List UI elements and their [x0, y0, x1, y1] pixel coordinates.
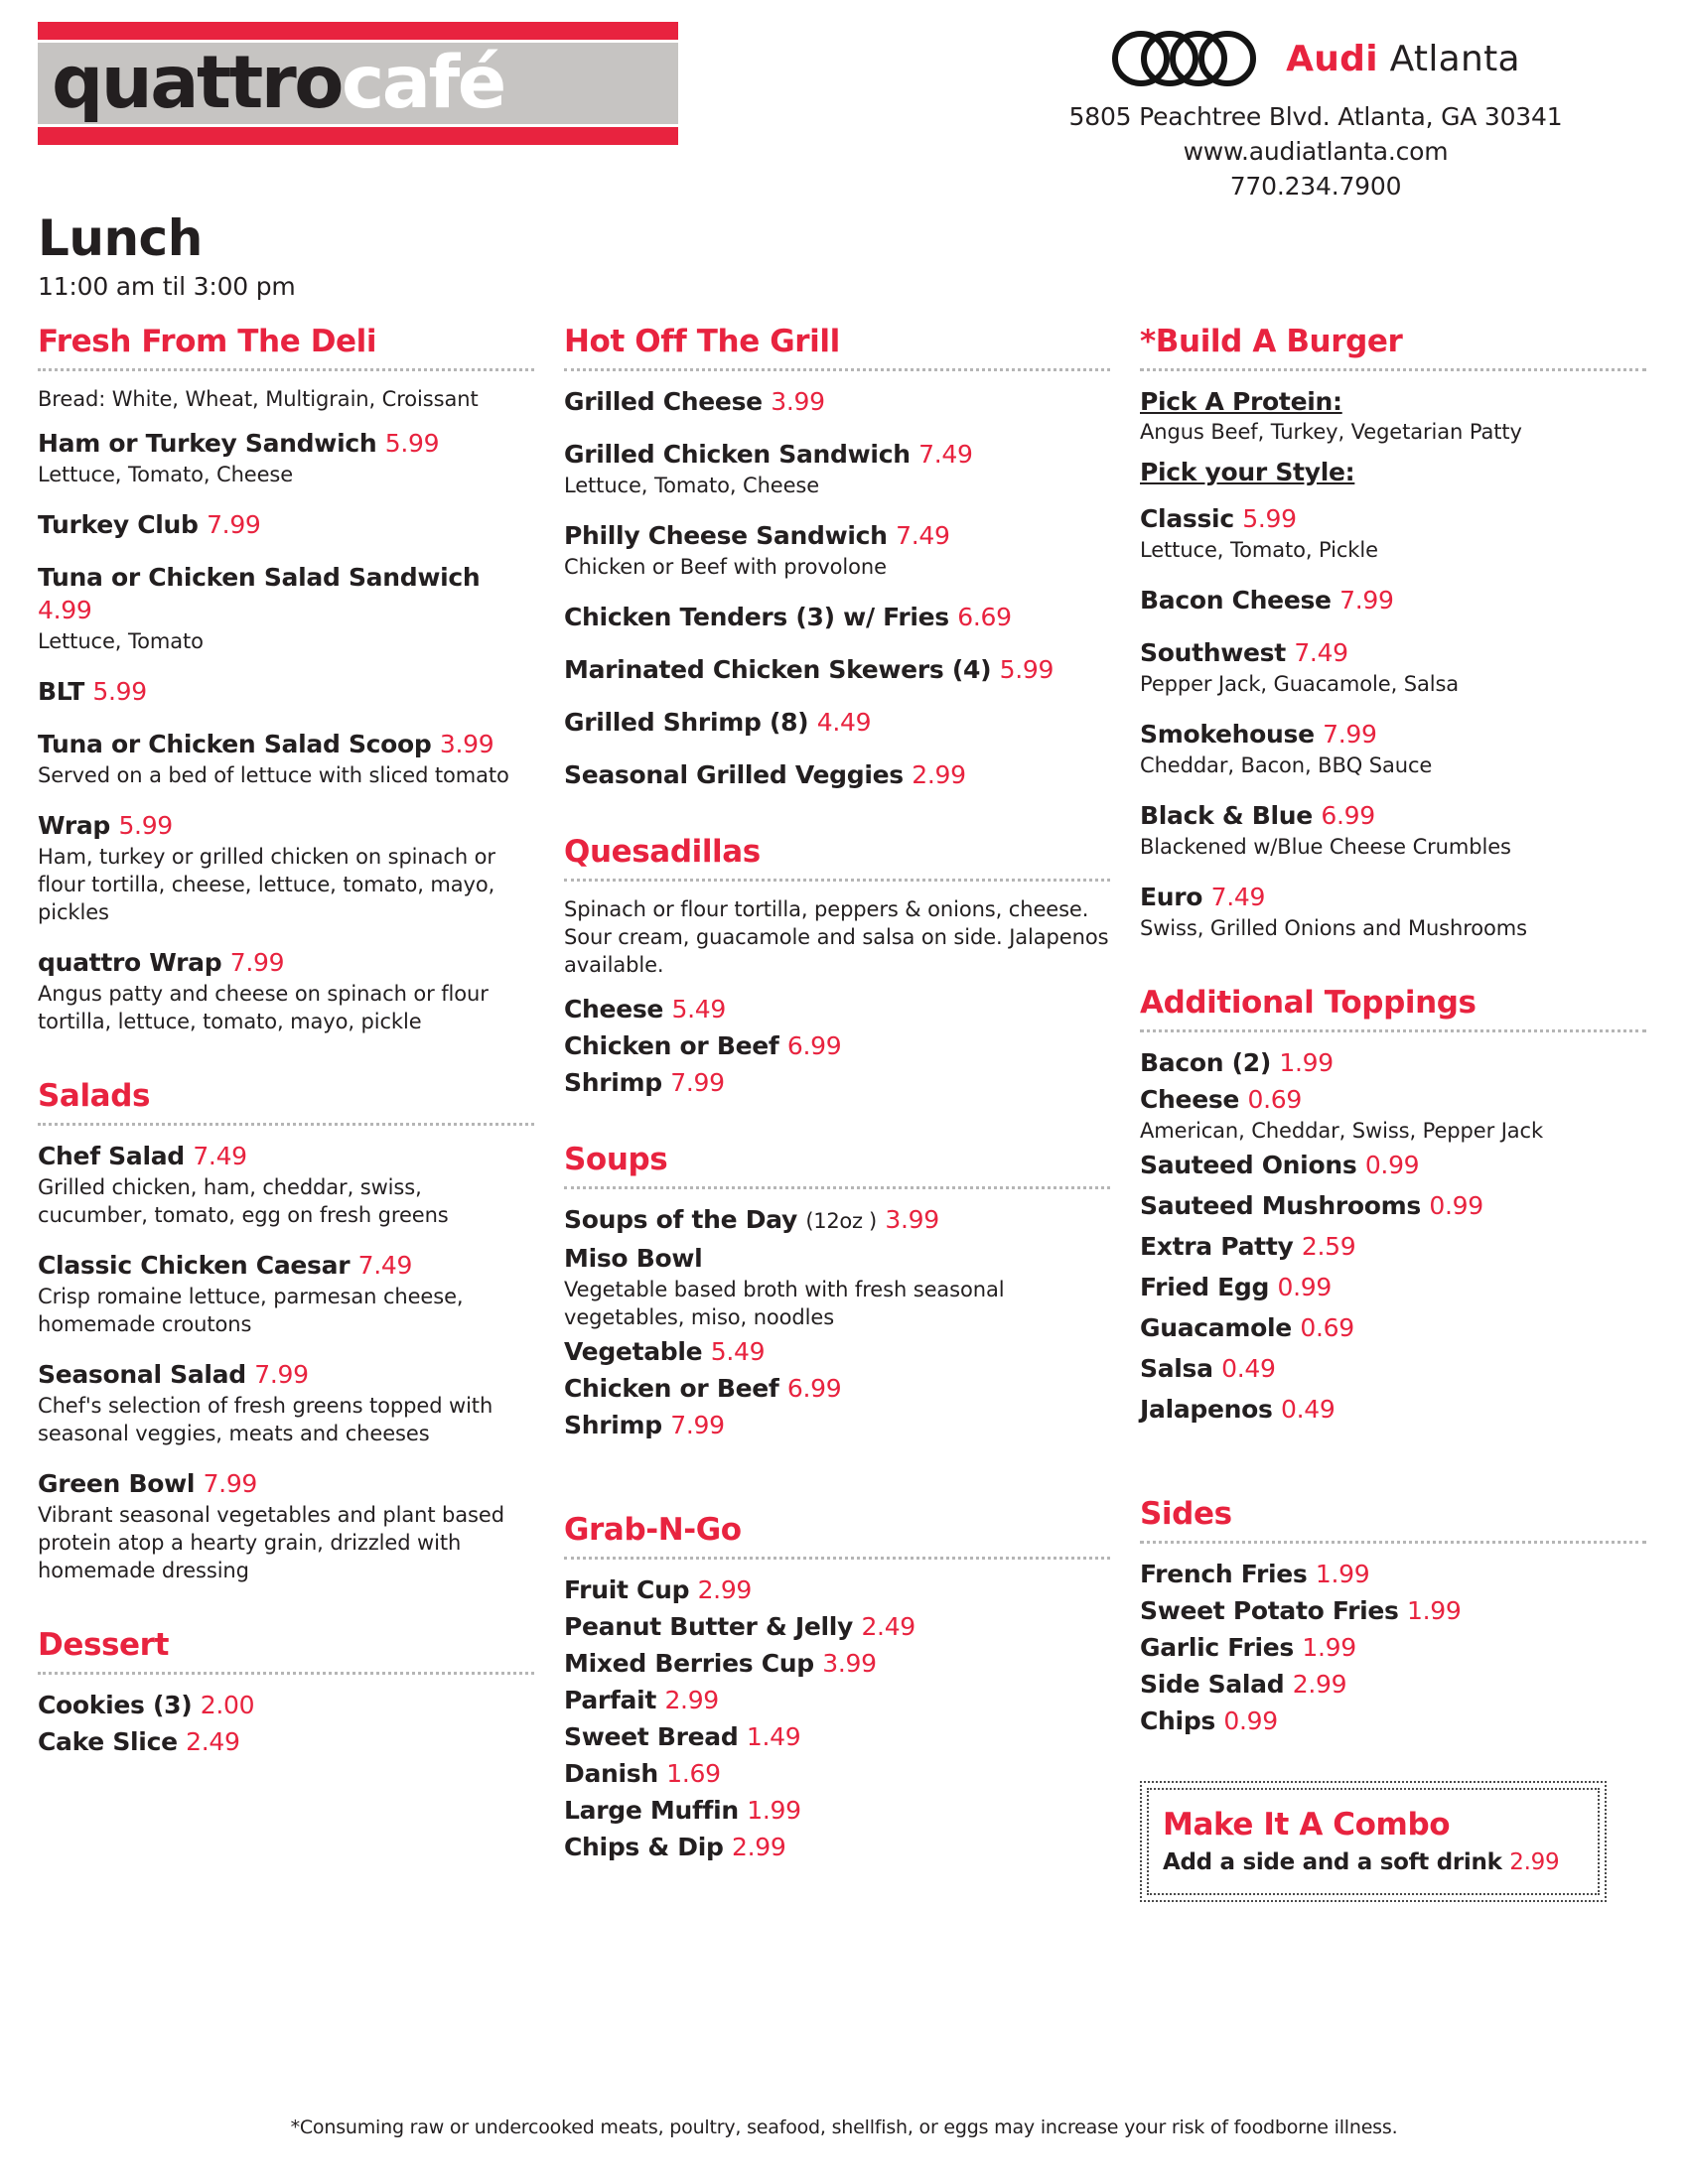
menu-item	[564, 1242, 1110, 1331]
item-name: Chicken or Beef	[564, 1031, 779, 1060]
menu-item	[564, 706, 1110, 739]
dealer-address: 5805 Peachtree Blvd. Atlanta, GA 30341	[1068, 102, 1563, 131]
item-description: Pepper Jack, Guacamole, Salsa	[1140, 672, 1460, 696]
item-name: Cake Slice	[38, 1727, 178, 1756]
item-name: Tuna or Chicken Salad Sandwich	[38, 563, 481, 592]
item-price: 2.99	[912, 760, 966, 789]
menu-item	[1140, 1149, 1646, 1181]
combo-price: 2.99	[1509, 1849, 1560, 1875]
item-name: BLT	[38, 677, 85, 706]
dealer-name	[1286, 39, 1520, 79]
menu-item	[38, 946, 534, 1035]
item-description: American, Cheddar, Swiss, Pepper Jack	[1140, 1119, 1544, 1143]
item-price: 1.69	[666, 1759, 721, 1788]
section-heading: Soups	[564, 1142, 668, 1177]
menu-item	[564, 519, 1110, 581]
item-name: Turkey Club	[38, 510, 199, 539]
item-name: Fruit Cup	[564, 1575, 690, 1604]
item-price: 5.99	[999, 655, 1055, 684]
brand-atlanta: Atlanta	[1389, 38, 1520, 79]
item-description: Chef's selection of fresh greens topped with seasonal veggies, meats and cheeses	[38, 1394, 493, 1445]
pick-a-protein-label: Pick A Protein:	[1140, 387, 1342, 416]
menu-item	[38, 1249, 534, 1338]
quattro-cafe-logo	[38, 22, 683, 145]
item-name: Large Muffin	[564, 1796, 739, 1825]
item-price: 7.49	[1210, 883, 1266, 911]
combo-inner-border	[1147, 1788, 1600, 1895]
menu-item	[1140, 1271, 1646, 1303]
item-price: 7.49	[357, 1251, 413, 1280]
menu-item	[564, 438, 1110, 499]
item-price: 7.99	[1339, 586, 1394, 614]
menu-item	[1140, 1393, 1646, 1426]
menu-item	[564, 653, 1110, 686]
item-name: Soups of the Day	[564, 1205, 797, 1234]
item-name: Ham or Turkey Sandwich	[38, 429, 377, 458]
menu-item	[564, 1794, 1110, 1827]
item-name: Sweet Potato Fries	[1140, 1596, 1399, 1625]
item-price: 7.99	[207, 510, 261, 539]
combo-title: Make It A Combo	[1163, 1807, 1451, 1843]
item-name: Extra Patty	[1140, 1232, 1294, 1261]
item-name: Miso Bowl	[564, 1244, 703, 1273]
item-price: 1.99	[1315, 1560, 1370, 1588]
item-description: Lettuce, Tomato, Cheese	[564, 474, 820, 497]
section-sides	[1140, 1495, 1646, 1737]
logo-bar-top	[38, 22, 678, 40]
item-description: Lettuce, Tomato, Cheese	[38, 463, 294, 486]
section-divider	[1140, 1541, 1646, 1544]
item-description: Vegetable based broth with fresh seasonal vegetables, miso, noodles	[564, 1278, 1005, 1329]
item-description: Swiss, Grilled Onions and Mushrooms	[1140, 916, 1527, 940]
item-price: 7.99	[1323, 720, 1377, 749]
item-price: 1.49	[746, 1722, 801, 1751]
section-grab-n-go	[564, 1511, 1110, 1863]
item-name: Parfait	[564, 1686, 657, 1714]
logo-text-quattro: quattro	[52, 41, 342, 125]
page-title: Lunch	[38, 209, 203, 267]
item-price: 3.99	[822, 1649, 877, 1678]
menu-item	[1140, 1230, 1646, 1263]
spacer	[1140, 950, 1646, 984]
item-name: Smokehouse	[1140, 720, 1315, 749]
item-description: Chicken or Beef with provolone	[564, 555, 887, 579]
menu-column-right	[1140, 323, 1646, 1902]
item-price: 0.99	[1277, 1273, 1332, 1301]
item-name: Wrap	[38, 811, 111, 840]
item-price: 1.99	[1302, 1633, 1356, 1662]
item-name: Euro	[1140, 883, 1203, 911]
menu-item	[38, 508, 534, 541]
menu-item	[1140, 1594, 1646, 1627]
item-price: 2.99	[1292, 1670, 1347, 1699]
item-description: Blackened w/Blue Cheese Crumbles	[1140, 835, 1511, 859]
section-heading: Quesadillas	[564, 834, 761, 870]
menu-item	[1140, 636, 1646, 698]
item-name: Sweet Bread	[564, 1722, 739, 1751]
menu-item	[38, 1689, 534, 1721]
item-name: Danish	[564, 1759, 658, 1788]
page-header	[0, 0, 1688, 228]
item-name: Side Salad	[1140, 1670, 1285, 1699]
spacer	[1140, 488, 1646, 502]
item-price: 2.99	[732, 1833, 786, 1861]
menu-column-left	[38, 323, 564, 1766]
item-name: Chicken Tenders (3) w/ Fries	[564, 603, 949, 631]
spacer	[564, 1107, 1110, 1141]
menu-item	[38, 1467, 534, 1584]
spacer	[564, 1449, 1110, 1511]
section-divider	[38, 1672, 534, 1675]
item-description: Grilled chicken, ham, cheddar, swiss, cucumber, tomato, egg on fresh greens	[38, 1175, 449, 1227]
item-name: Cheese	[564, 995, 664, 1024]
item-description: Served on a bed of lettuce with sliced tomato	[38, 763, 509, 787]
item-name: Philly Cheese Sandwich	[564, 521, 888, 550]
menu-item	[1140, 799, 1646, 861]
item-price: 1.99	[747, 1796, 801, 1825]
item-price: 0.49	[1281, 1395, 1336, 1424]
item-name: Grilled Chicken Sandwich	[564, 440, 911, 469]
item-price: 5.49	[671, 995, 726, 1024]
menu-item	[564, 1066, 1110, 1099]
menu-item	[38, 1140, 534, 1229]
item-name: French Fries	[1140, 1560, 1308, 1588]
section-heading: Fresh From The Deli	[38, 324, 377, 359]
item-size: (12oz )	[805, 1209, 877, 1233]
item-price: 2.49	[861, 1612, 915, 1641]
spacer	[1140, 1433, 1646, 1495]
item-description: Lettuce, Tomato	[38, 629, 204, 653]
item-price: 7.99	[254, 1360, 309, 1389]
menu-item	[1140, 1668, 1646, 1701]
item-price: 4.99	[38, 596, 92, 624]
item-name: Cheese	[1140, 1085, 1240, 1114]
section-divider	[38, 368, 534, 371]
menu-item	[564, 1409, 1110, 1441]
dealer-brand-block	[998, 22, 1633, 204]
item-price: 7.49	[193, 1142, 247, 1170]
item-price: 0.49	[1221, 1354, 1276, 1383]
section-divider	[564, 1186, 1110, 1189]
menu-item	[38, 728, 534, 789]
dealer-website[interactable]: www.audiatlanta.com	[1183, 137, 1449, 166]
section-build-a-burger	[1140, 323, 1646, 942]
section-heading: Sides	[1140, 1496, 1232, 1532]
item-name: Guacamole	[1140, 1313, 1292, 1342]
menu-item	[564, 1831, 1110, 1863]
section-heading: Salads	[38, 1078, 151, 1114]
item-price: 6.99	[1321, 801, 1375, 830]
item-name: Garlic Fries	[1140, 1633, 1294, 1662]
item-price: 5.99	[92, 677, 147, 706]
item-name: Shrimp	[564, 1068, 662, 1097]
item-price: 3.99	[885, 1205, 939, 1234]
item-price: 6.99	[786, 1374, 842, 1403]
menu-item	[564, 993, 1110, 1025]
item-price: 3.99	[439, 730, 494, 758]
item-price: 2.99	[697, 1575, 753, 1604]
menu-item	[1140, 881, 1646, 942]
menu-item	[1140, 1631, 1646, 1664]
menu-item	[38, 561, 534, 655]
item-name: Grilled Shrimp (8)	[564, 708, 809, 737]
item-name: Grilled Cheese	[564, 387, 763, 416]
section-quesadillas	[564, 833, 1110, 1099]
item-price: 2.99	[664, 1686, 719, 1714]
item-price: 0.99	[1429, 1191, 1483, 1220]
menu-item	[1140, 502, 1646, 564]
item-price: 0.99	[1364, 1151, 1420, 1179]
item-name: Classic Chicken Caesar	[38, 1251, 351, 1280]
item-price: 6.99	[786, 1031, 842, 1060]
section-heading: *Build A Burger	[1140, 324, 1403, 359]
menu-item	[38, 809, 534, 926]
item-name: quattro Wrap	[38, 948, 222, 977]
menu-column-middle	[564, 323, 1140, 1871]
menu-item	[1140, 718, 1646, 779]
item-name: Peanut Butter & Jelly	[564, 1612, 854, 1641]
spacer	[564, 799, 1110, 833]
logo-bar-bottom	[38, 127, 678, 145]
item-price: 7.99	[203, 1469, 258, 1498]
item-price: 7.99	[670, 1411, 725, 1439]
footer-disclaimer: *Consuming raw or undercooked meats, poultry, seafood, shellfish, or eggs may increase your risk of foodborne illness.	[290, 2116, 1398, 2138]
item-price: 1.99	[1407, 1596, 1462, 1625]
menu-item	[564, 1610, 1110, 1643]
item-name: Tuna or Chicken Salad Scoop	[38, 730, 432, 758]
section-dessert	[38, 1626, 534, 1758]
item-description: Cheddar, Bacon, BBQ Sauce	[1140, 753, 1433, 777]
item-name: Cookies (3)	[38, 1691, 193, 1719]
menu-item	[564, 1720, 1110, 1753]
section-divider	[564, 368, 1110, 371]
item-price: 5.99	[1242, 504, 1297, 533]
section-divider	[564, 879, 1110, 882]
item-name: Bacon Cheese	[1140, 586, 1332, 614]
protein-options: Angus Beef, Turkey, Vegetarian Patty	[1140, 420, 1522, 444]
section-heading: Grab-N-Go	[564, 1512, 742, 1548]
item-price: 5.99	[384, 429, 440, 458]
make-it-a-combo-box	[1140, 1781, 1607, 1902]
item-price: 0.69	[1247, 1085, 1302, 1114]
menu-item	[38, 427, 534, 488]
menu-item	[1140, 584, 1646, 616]
item-description: Ham, turkey or grilled chicken on spinach or flour tortilla, cheese, lettuce, tomato, mayo, pickles	[38, 845, 495, 924]
section-divider	[564, 1557, 1110, 1560]
section-divider	[38, 1123, 534, 1126]
item-price: 1.99	[1279, 1048, 1334, 1077]
item-price: 2.59	[1301, 1232, 1356, 1261]
section-deli	[38, 323, 534, 1035]
menu-item	[564, 1372, 1110, 1405]
item-price: 3.99	[771, 387, 825, 416]
item-name: Chicken or Beef	[564, 1374, 779, 1403]
audi-brand-row	[998, 30, 1633, 87]
menu-item	[1140, 1352, 1646, 1385]
audi-rings-icon	[1111, 30, 1258, 87]
item-price: 7.49	[1294, 638, 1348, 667]
item-price: 0.99	[1223, 1706, 1278, 1735]
item-description: Crisp romaine lettuce, parmesan cheese, homemade croutons	[38, 1285, 464, 1336]
item-name: Bacon (2)	[1140, 1048, 1271, 1077]
item-description: Vibrant seasonal vegetables and plant based protein atop a hearty grain, drizzled with homemade dressing	[38, 1503, 504, 1582]
menu-item	[564, 1647, 1110, 1680]
section-soups	[564, 1141, 1110, 1441]
item-name: Vegetable	[564, 1337, 703, 1366]
item-name: Salsa	[1140, 1354, 1213, 1383]
section-heading: Hot Off The Grill	[564, 324, 840, 359]
item-name: Sauteed Mushrooms	[1140, 1191, 1421, 1220]
section-divider	[1140, 1029, 1646, 1032]
menu-item	[564, 758, 1110, 791]
item-name: Black & Blue	[1140, 801, 1313, 830]
menu-item	[564, 385, 1110, 418]
item-price: 5.49	[710, 1337, 766, 1366]
logo-text-cafe: café	[341, 41, 504, 125]
menu-item	[38, 1358, 534, 1447]
item-price: 4.49	[816, 708, 872, 737]
quesadillas-note: Spinach or flour tortilla, peppers & onions, cheese. Sour cream, guacamole and salsa on side. Jalapenos available.	[564, 897, 1109, 977]
dealer-phone[interactable]: 770.234.7900	[1229, 172, 1402, 201]
menu-item	[1140, 1083, 1646, 1145]
item-name: Marinated Chicken Skewers (4)	[564, 655, 992, 684]
item-name: Shrimp	[564, 1411, 662, 1439]
item-name: Jalapenos	[1140, 1395, 1273, 1424]
item-name: Mixed Berries Cup	[564, 1649, 814, 1678]
item-price: 2.00	[200, 1691, 255, 1719]
menu-item	[38, 675, 534, 708]
item-name: Chips & Dip	[564, 1833, 724, 1861]
item-price: 0.69	[1300, 1313, 1354, 1342]
spacer	[38, 1592, 534, 1626]
item-name: Classic	[1140, 504, 1234, 533]
pick-your-style-label: Pick your Style:	[1140, 458, 1355, 486]
item-price: 5.99	[118, 811, 173, 840]
menu-item	[564, 1203, 1110, 1238]
item-price: 6.69	[957, 603, 1012, 631]
menu-item	[564, 1684, 1110, 1716]
menu-item	[564, 601, 1110, 633]
item-price: 7.99	[229, 948, 285, 977]
menu-item	[564, 1335, 1110, 1368]
menu-columns	[0, 301, 1688, 1902]
menu-item	[1140, 1046, 1646, 1079]
combo-description: Add a side and a soft drink	[1163, 1849, 1502, 1875]
section-heading: Dessert	[38, 1627, 169, 1663]
section-salads	[38, 1077, 534, 1584]
item-name: Fried Egg	[1140, 1273, 1270, 1301]
menu-item	[564, 1573, 1110, 1606]
deli-bread-note: Bread: White, Wheat, Multigrain, Croissant	[38, 387, 479, 411]
item-name: Sauteed Onions	[1140, 1151, 1357, 1179]
item-name: Green Bowl	[38, 1469, 196, 1498]
section-heading: Additional Toppings	[1140, 985, 1477, 1021]
item-name: Southwest	[1140, 638, 1286, 667]
menu-item	[564, 1029, 1110, 1062]
item-price: 7.49	[918, 440, 973, 469]
brand-audi: Audi	[1286, 38, 1378, 79]
item-description: Angus patty and cheese on spinach or flour tortilla, lettuce, tomato, mayo, pickle	[38, 982, 489, 1033]
menu-item	[38, 1725, 534, 1758]
section-additional-toppings	[1140, 984, 1646, 1426]
menu-hours: 11:00 am til 3:00 pm	[38, 272, 296, 301]
item-name: Chef Salad	[38, 1142, 185, 1170]
section-grill	[564, 323, 1110, 791]
menu-item	[1140, 1558, 1646, 1590]
item-name: Seasonal Grilled Veggies	[564, 760, 904, 789]
section-divider	[1140, 368, 1646, 371]
spacer	[38, 1043, 534, 1077]
item-name: Seasonal Salad	[38, 1360, 246, 1389]
menu-item	[1140, 1705, 1646, 1737]
menu-item	[1140, 1189, 1646, 1222]
menu-item	[564, 1757, 1110, 1790]
menu-item	[1140, 1311, 1646, 1344]
item-price: 7.49	[896, 521, 950, 550]
item-price: 7.99	[670, 1068, 725, 1097]
item-description: Lettuce, Tomato, Pickle	[1140, 538, 1378, 562]
item-name: Chips	[1140, 1706, 1215, 1735]
item-price: 2.49	[186, 1727, 240, 1756]
menu-title-block	[0, 210, 1688, 301]
logo-wordmark	[38, 43, 678, 124]
